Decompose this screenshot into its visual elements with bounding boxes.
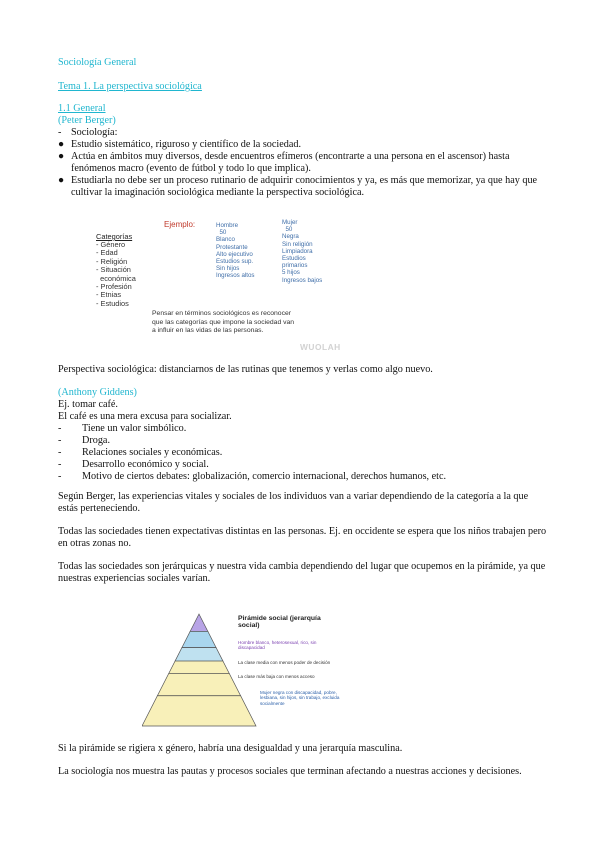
list-dash: - [58,459,62,470]
example-col-b [282,219,322,284]
example-a-item: Hombre [216,222,239,229]
categories-title: Categorías [96,232,133,241]
berger-list-item [58,175,537,187]
para4-line1: Todas las sociedades son jerárquicas y nuestra vida cambia dependiendo del lugar que ocupemos en la pirámide, ya que [58,561,546,572]
example-b-item: 5 hijos [282,269,300,277]
berger-list-item [58,163,537,175]
pyramid-level [157,673,240,695]
category-item: - Religión [96,256,128,266]
pyramid-level [175,648,223,661]
list-marker: - [58,127,62,138]
pyramid-level [182,631,216,647]
list-text: Estudiarla no debe ser un proceso rutinario de adquirir conocimientos y ya, es más que memorizar, ya que hay que [71,175,538,186]
categories-list [96,241,136,308]
example-a-item: Sin hijos [216,265,240,273]
topic-heading: Tema 1. La perspectiva sociológica [58,81,202,92]
author-giddens: (Anthony Giddens) [58,387,137,398]
para3-line1: Todas las sociedades tienen expectativas distintas en las personas. Ej. en occidente se espera que los niños trabajen pero [58,526,547,537]
example-b-item: Sin religión [282,240,313,248]
pyramid-diagram [142,612,342,730]
example-a-item: Alto ejecutivo [216,250,253,258]
pyramid-label-bottom: Mujer negra con discapacidad, pobre, lesbiana, sin hijos, sin trabajo, excluida socialmente [260,690,340,706]
list-text: Sociología: [71,127,118,138]
pyramid-svg [142,612,342,730]
doc-title: Sociología General [58,57,137,68]
pyramid-level [142,696,256,726]
list-dash: - [58,423,62,434]
category-item: - Estudios [96,298,129,308]
example-b-item: 50 [282,226,293,234]
category-item: - Género [96,240,126,249]
list-marker: ● [58,139,65,150]
list-text: fenómenos macro (evento de fútbol y todo lo que implica). [71,163,311,174]
watermark-logo: WUOLAH [300,342,341,352]
list-text: Estudio sistemático, riguroso y científico de la sociedad. [71,139,302,150]
example-a-item: Estudios sup. [216,258,254,266]
list-dash: - [58,435,62,446]
category-item: - Profesión [96,282,132,292]
paragraph-perspectiva: Perspectiva sociológica: distanciarnos de las rutinas que tenemos y verlas como algo nuevo. [58,364,433,375]
example-cafe: Ej. tomar café. [58,399,118,410]
category-item: - Etnias [96,290,122,300]
example-b-item: Mujer [282,219,298,226]
paragraph-genero: Si la pirámide se rigiera x género, habría una desigualdad y una jerarquía masculina. [58,743,403,754]
giddens-list-item [58,447,446,459]
berger-list-item [58,151,537,163]
paragraph-berger [58,491,548,516]
giddens-list-item [58,423,446,435]
list-text: Actúa en ámbitos muy diversos, desde encuentros efímeros (encontrarte a una persona en el ascensor) hasta [71,151,510,162]
pyramid-title: Pirámide social (jerarquía social) [238,615,321,629]
giddens-list-item [58,471,446,483]
example-b-item: Estudios [282,255,306,263]
diagram-note [152,310,294,336]
list-marker: ● [58,175,65,186]
pyramid-label-low: La clase más baja con menos acceso [238,674,315,679]
list-text: Desarrollo económico y social. [82,459,209,470]
list-text: cultivar la imaginación sociológica mediante la perspectiva sociológica. [71,187,365,198]
category-item: - Situación [96,265,131,275]
note-line: que las categorías que impone la sociedad van [152,318,295,326]
author-berger: (Peter Berger) [58,115,116,126]
berger-list [58,127,537,199]
example-a-item: Blanco [216,236,235,244]
list-text: Tiene un valor simbólico. [82,423,187,434]
pyramid-level [190,614,208,631]
pyramid-label-middle: La clase media con menos poder de decisión [238,660,331,665]
paragraph-jerarquicas [58,561,548,586]
giddens-list-item [58,459,446,471]
para2-line2: estás perteneciendo. [58,503,141,515]
example-a-item: Protestante [216,243,248,251]
giddens-list [58,423,446,483]
example-b-item: Ingresos bajos [282,276,323,284]
list-dash: - [58,471,62,482]
example-col-a [216,222,255,280]
paragraph-pautas: La sociología nos muestra las pautas y procesos sociales que terminan afectando a nuestras acciones y decisiones. [58,766,522,777]
example-a-item: Ingresos altos [216,272,255,280]
example-a-item: 50 [216,229,227,237]
note-line: Pensar en términos sociológicos es reconocer [152,310,292,317]
paragraph-expectativas [58,526,548,551]
pyramid-label-top: Hombre blanco, heterosexual, rico, sin discapacidad [238,640,317,651]
categories-diagram [92,218,362,356]
example-label: Ejemplo: [164,220,196,229]
example-cafe-2: El café es una mera excusa para socializar. [58,411,232,422]
section-heading: 1.1 General [58,103,106,114]
berger-list-item [58,187,537,199]
para2-line1: Según Berger, las experiencias vitales y sociales de los individuos van a variar dependiendo de la categoría a la que [58,491,529,502]
para4-line2: nuestras experiencias sociales varían. [58,573,211,585]
category-item: económica [96,273,136,283]
berger-list-item [58,127,537,139]
example-b-item: Limpiadora [282,247,313,255]
giddens-list-item [58,435,446,447]
list-text: Motivo de ciertos debates: globalización, comercio internacional, derechos humanos, etc. [82,471,447,482]
example-b-item: Negra [282,233,299,241]
example-b-item: primarios [282,262,308,270]
berger-list-item [58,139,537,151]
pyramid-level [169,661,229,673]
category-item: - Edad [96,248,118,258]
note-line: a influir en las vidas de las personas. [152,327,264,335]
para3-line2: en otras zonas no. [58,538,131,550]
list-marker: ● [58,151,65,162]
list-text: Droga. [82,435,111,446]
list-dash: - [58,447,62,458]
list-text: Relaciones sociales y económicas. [82,447,223,458]
